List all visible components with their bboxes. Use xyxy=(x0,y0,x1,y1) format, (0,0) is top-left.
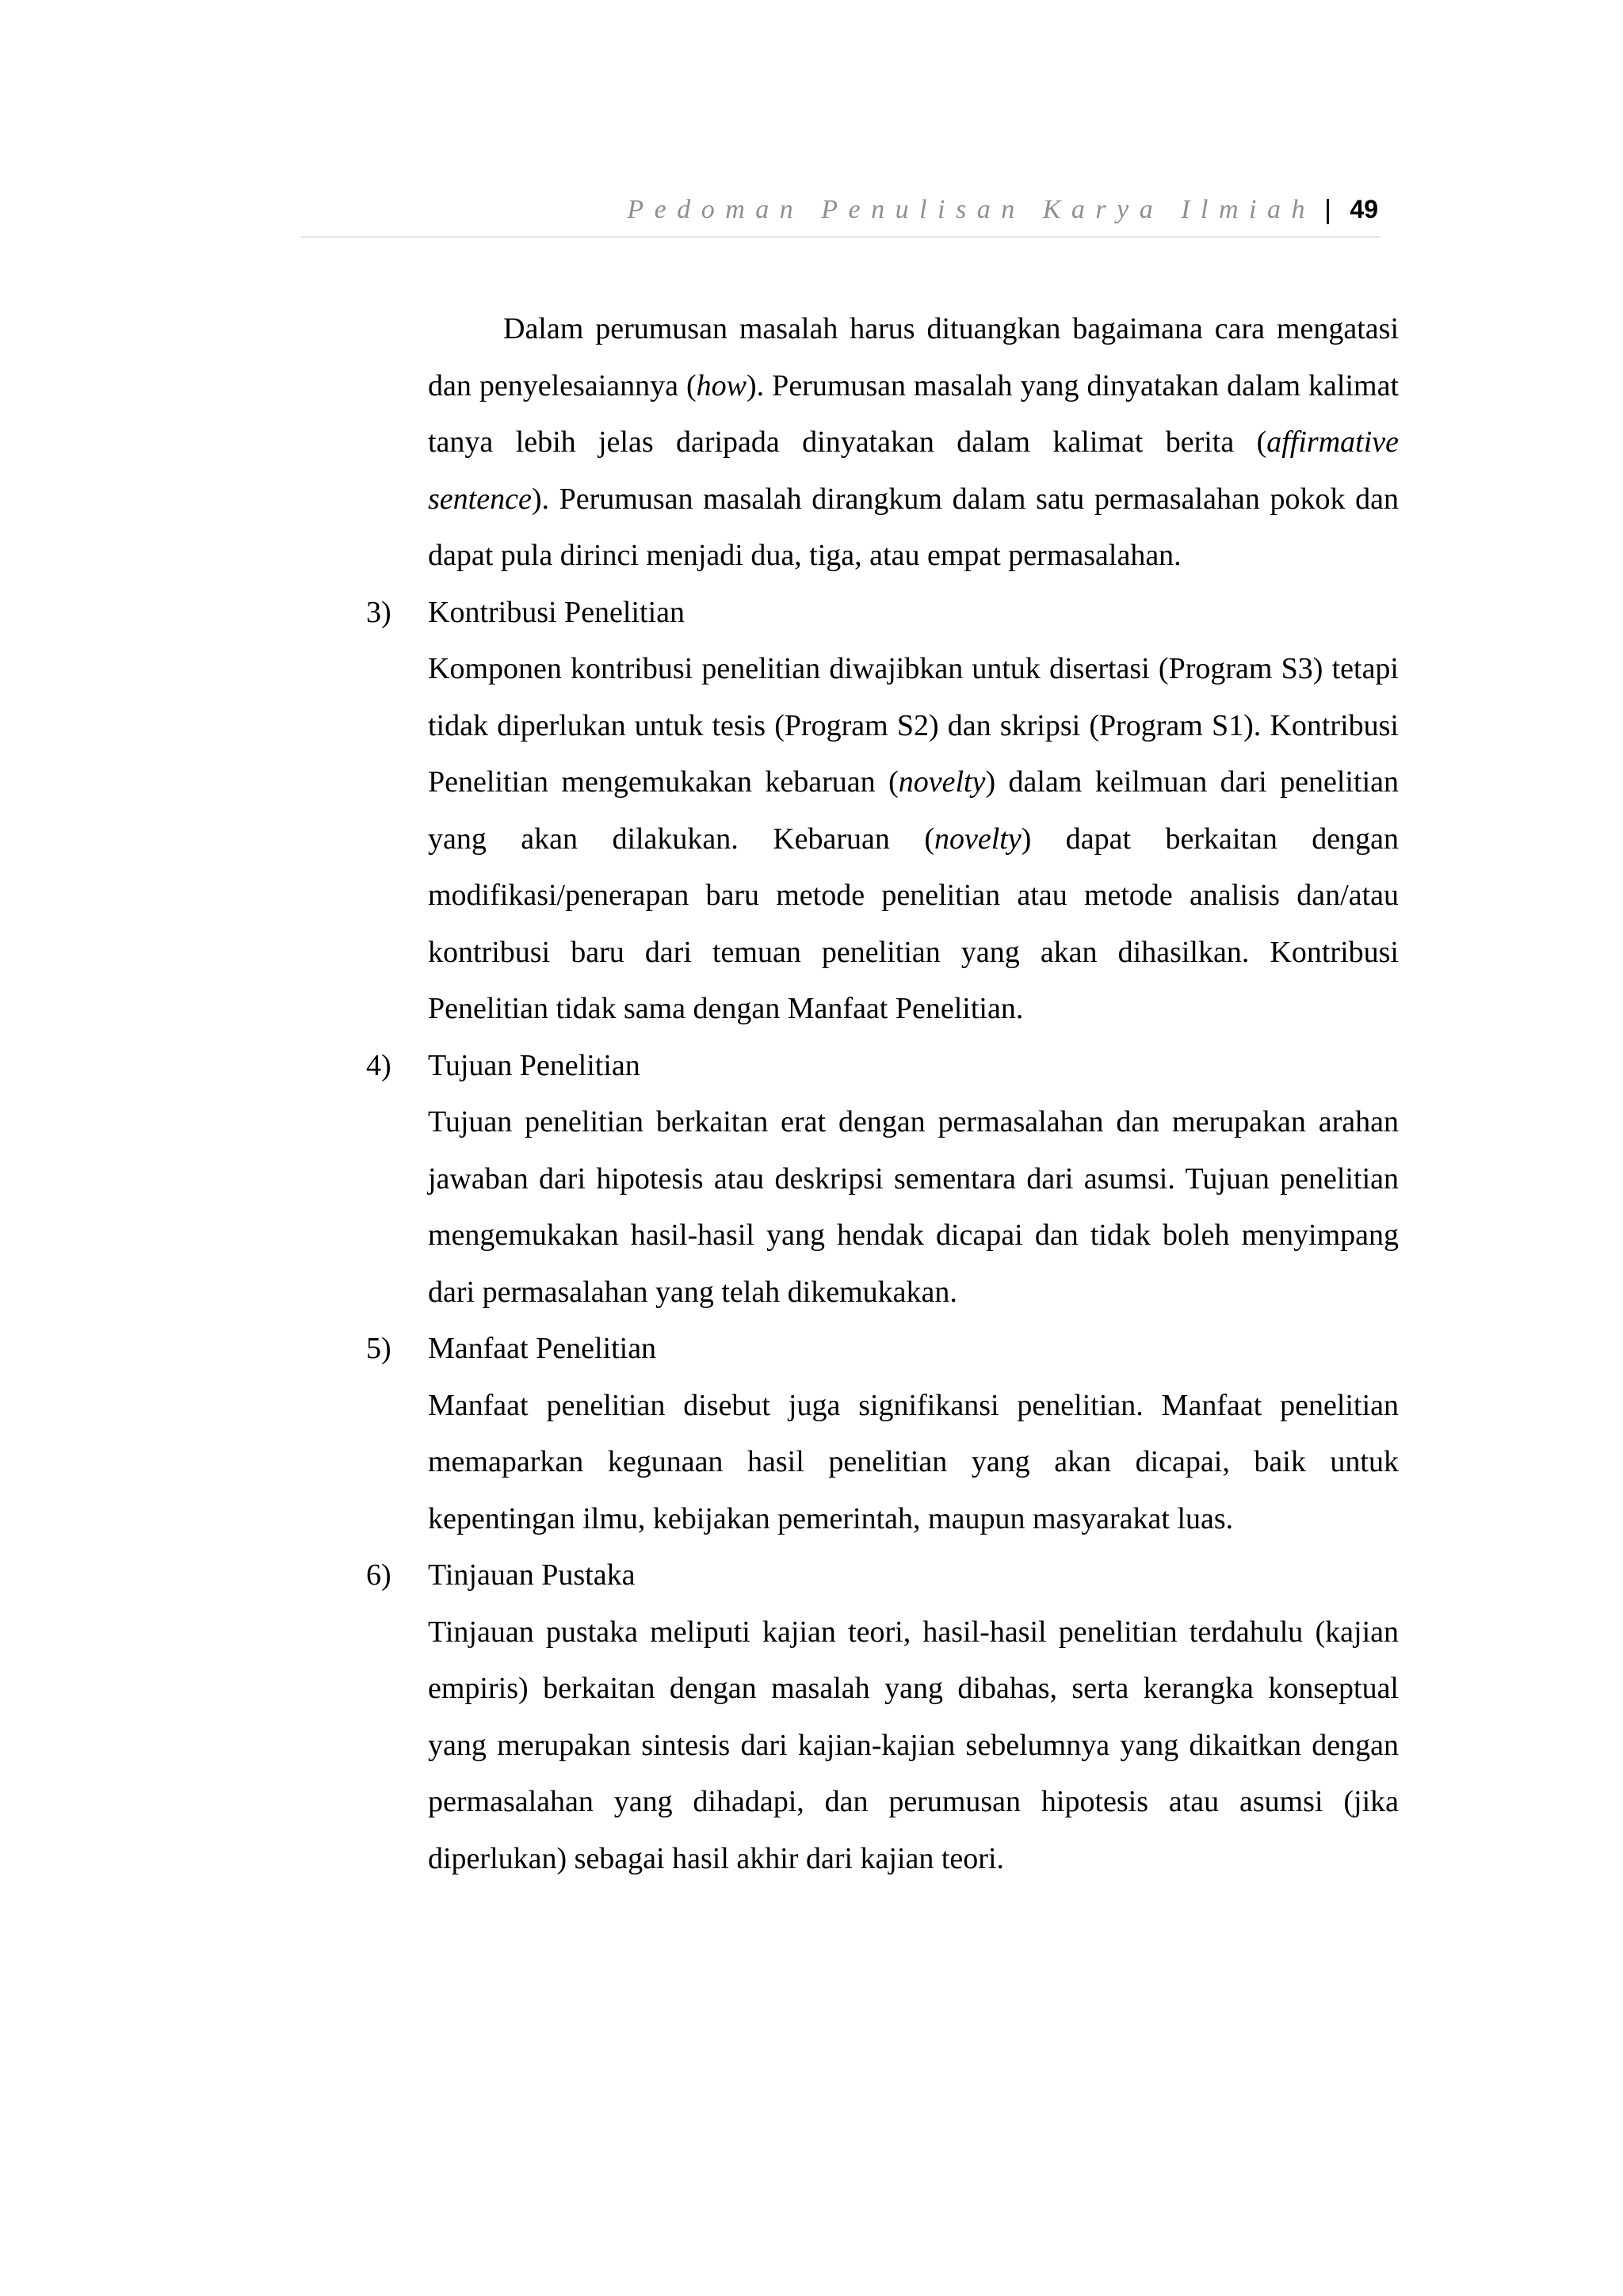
intro-text-2: ). Perumusan masalah yang dinyatakan dalam kalimat tanya lebih jelas daripada dinyatakan dalam kalimat berita ( xyxy=(428,368,1399,459)
section-tujuan-body: Tujuan penelitian berkaitan erat dengan permasalahan dan merupakan arahan jawaban dari hipotesis atau deskripsi sementara dari asumsi. Tujuan penelitian mengemukakan hasil-hasil yang hendak dicapai dan tidak boleh menyimpang dari permasalahan yang telah dikemukakan. xyxy=(428,1105,1399,1309)
section-title: Tinjauan Pustaka xyxy=(428,1558,636,1592)
intro-text-1: Dalam perumusan masalah harus dituangkan bagaimana cara mengatasi dan penyelesaiannya ( xyxy=(428,312,1399,402)
section-kontribusi-heading xyxy=(366,585,1399,642)
page-body xyxy=(0,301,1623,1887)
intro-emphasis-affirmative: affirmative sentence xyxy=(428,425,1399,516)
intro-emphasis-how: how xyxy=(696,368,747,402)
page-header xyxy=(301,187,1381,238)
section-number: 3) xyxy=(366,595,391,629)
intro-text-3: ). Perumusan masalah dirangkum dalam satu permasalahan pokok dan dapat pula dirinci menjadi dua, tiga, atau empat permasalahan. xyxy=(428,482,1399,572)
header-separator: | xyxy=(1324,195,1331,225)
kontribusi-text-2: ) dalam keilmuan dari penelitian yang akan dilakukan. Kebaruan ( xyxy=(428,765,1399,856)
kontribusi-text-1: Komponen kontribusi penelitian diwajibkan untuk disertasi (Program S3) tetapi tidak diperlukan untuk tesis (Program S2) dan skripsi (Program S1). Kontribusi Penelitian mengemukakan kebaruan ( xyxy=(428,652,1399,799)
kontribusi-emphasis-novelty-2: novelty xyxy=(934,822,1022,856)
page-number: 49 xyxy=(1350,195,1378,223)
section-kontribusi-body xyxy=(428,641,1399,1038)
section-number: 4) xyxy=(366,1048,391,1082)
section-tinjauan-heading xyxy=(366,1547,1399,1604)
section-manfaat-heading xyxy=(366,1321,1399,1378)
section-tinjauan-body: Tinjauan pustaka meliputi kajian teori, hasil-hasil penelitian terdahulu (kajian empiris) berkaitan dengan masalah yang dibahas, serta kerangka konseptual yang merupakan sintesis dari kajian-kajian sebelumnya yang dikaitkan dengan permasalahan yang dihadapi, dan perumusan hipotesis atau asumsi (jika diperlukan) sebagai hasil akhir dari kajian teori. xyxy=(428,1615,1399,1875)
kontribusi-text-3: ) dapat berkaitan dengan modifikasi/penerapan baru metode penelitian atau metode analisis dan/atau kontribusi baru dari temuan penelitian yang akan dihasilkan. Kontribusi Penelitian tidak sama dengan Manfaat Penelitian. xyxy=(428,822,1400,1025)
intro-paragraph xyxy=(428,301,1399,585)
section-title: Manfaat Penelitian xyxy=(428,1332,657,1365)
section-tujuan-heading xyxy=(366,1038,1399,1095)
section-manfaat-body: Manfaat penelitian disebut juga signifikansi penelitian. Manfaat penelitian memaparkan kegunaan hasil penelitian yang akan dicapai, baik untuk kepentingan ilmu, kebijakan pemerintah, maupun masyarakat luas. xyxy=(428,1388,1399,1535)
section-number: 5) xyxy=(366,1332,391,1365)
section-title: Tujuan Penelitian xyxy=(428,1048,640,1082)
section-title: Kontribusi Penelitian xyxy=(428,595,685,629)
section-number: 6) xyxy=(366,1558,391,1592)
running-title: Pedoman Penulisan Karya Ilmiah xyxy=(627,195,1316,224)
kontribusi-emphasis-novelty-1: novelty xyxy=(898,765,986,799)
